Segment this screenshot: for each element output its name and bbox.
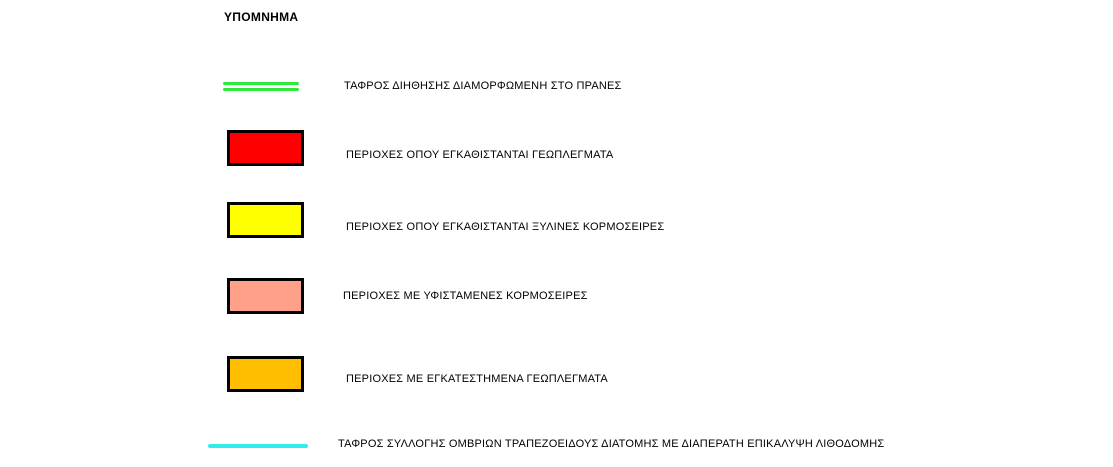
legend-item-label: ΤΑΦΡΟΣ ΣΥΛΛΟΓΗΣ ΟΜΒΡΙΩΝ ΤΡΑΠΕΖΟΕΙΔΟΥΣ ΔΙΑΤΟΜΗΣ ΜΕ ΔΙΑΠΕΡΑΤΗ ΕΠΙΚΑΛΥΨΗ ΛΙΘΟΔΟΜΗΣ bbox=[338, 438, 885, 450]
legend-item-label: ΠΕΡΙΟΧΕΣ ΜΕ ΕΓΚΑΤΕΣΤΗΜΕΝΑ ΓΕΩΠΛΕΓΜΑΤΑ bbox=[346, 373, 608, 385]
orange-box-symbol bbox=[227, 356, 304, 392]
red-box-symbol bbox=[227, 130, 304, 166]
legend-item-label: ΠΕΡΙΟΧΕΣ ΟΠΟΥ ΕΓΚΑΘΙΣΤΑΝΤΑΙ ΓΕΩΠΛΕΓΜΑΤΑ bbox=[346, 149, 614, 161]
cyan-line-symbol bbox=[208, 444, 308, 448]
green-double-line-symbol bbox=[223, 82, 299, 91]
green-line-lower bbox=[223, 88, 299, 91]
legend-title: ΥΠΟΜΝΗΜΑ bbox=[224, 10, 299, 24]
legend-item-label: ΠΕΡΙΟΧΕΣ ΜΕ ΥΦΙΣΤΑΜΕΝΕΣ ΚΟΡΜΟΣΕΙΡΕΣ bbox=[343, 290, 588, 302]
salmon-box-symbol bbox=[227, 278, 304, 314]
legend-item-label: ΠΕΡΙΟΧΕΣ ΟΠΟΥ ΕΓΚΑΘΙΣΤΑΝΤΑΙ ΞΥΛΙΝΕΣ ΚΟΡΜΟΣΕΙΡΕΣ bbox=[346, 221, 665, 233]
legend-item-label: ΤΑΦΡΟΣ ΔΙΗΘΗΣΗΣ ΔΙΑΜΟΡΦΩΜΕΝΗ ΣΤΟ ΠΡΑΝΕΣ bbox=[344, 80, 622, 92]
green-line-upper bbox=[223, 82, 299, 85]
yellow-box-symbol bbox=[227, 202, 304, 238]
